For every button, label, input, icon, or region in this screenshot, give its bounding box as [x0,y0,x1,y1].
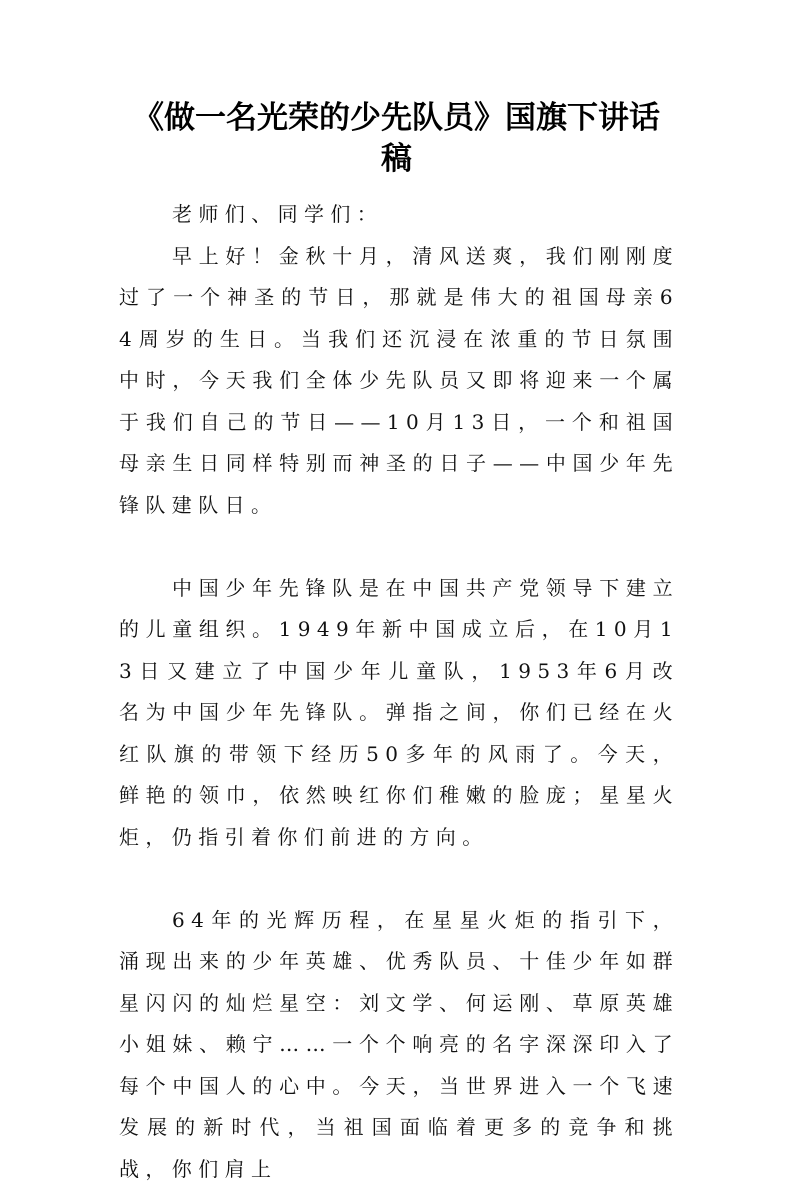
paragraph-spacer [119,858,679,900]
paragraph-1: 早上好！金秋十月，清风送爽，我们刚刚度过了一个神圣的节日，那就是伟大的祖国母亲64周岁的生日。当我们还沉浸在浓重的节日氛围中时，今天我们全体少先队员又即将迎来一个属于我们自己的节日——10月13日，一个和祖国母亲生日同样特别而神圣的日子——中国少年先锋队建队日。 [119,236,679,527]
document-title: 《做一名光荣的少先队员》国旗下讲话稿 [118,98,675,180]
paragraph-2: 中国少年先锋队是在中国共产党领导下建立的儿童组织。1949年新中国成立后，在10月13日又建立了中国少年儿童队，1953年6月改名为中国少年先锋队。弹指之间，你们已经在火红队旗的带领下经历50多年的风雨了。今天，鲜艳的领巾，依然映红你们稚嫩的脸庞；星星火炬，仍指引着你们前进的方向。 [119,568,679,859]
paragraph-spacer [119,526,679,568]
document-body [119,194,679,1190]
paragraph-3: 64年的光辉历程，在星星火炬的指引下，涌现出来的少年英雄、优秀队员、十佳少年如群星闪闪的灿烂星空：刘文学、何运刚、草原英雄小姐妹、赖宁……一个个响亮的名字深深印入了每个中国人的心中。今天，当世界进入一个飞速发展的新时代，当祖国面临着更多的竞争和挑战，你们肩上 [119,900,679,1190]
greeting-line: 老师们、同学们： [119,194,679,236]
